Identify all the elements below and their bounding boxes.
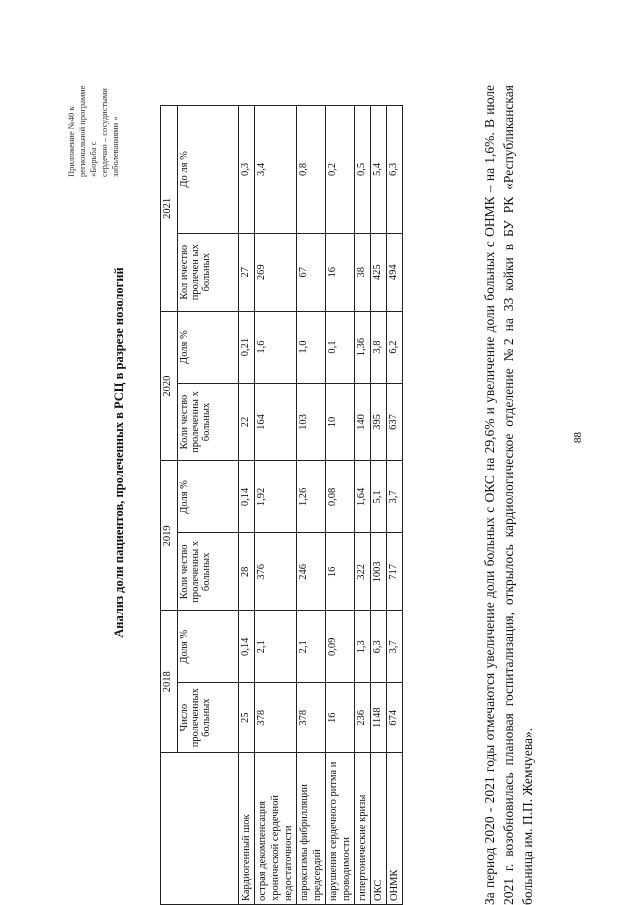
table-cell: 38: [355, 233, 371, 311]
table-cell: 3,7: [387, 611, 403, 683]
table-cell: 5,4: [371, 106, 387, 234]
table-cell: 322: [355, 533, 371, 611]
table-cell: 6,2: [387, 311, 403, 383]
nosology-table: [160, 105, 403, 905]
column-header: До ля %: [178, 106, 239, 234]
table-cell: 1,36: [355, 311, 371, 383]
table-cell: 0,09: [326, 611, 355, 683]
table-cell: 0,1: [326, 311, 355, 383]
column-header: Коли чество пролеченны х больных: [178, 383, 239, 461]
table-cell: 1,64: [355, 461, 371, 533]
table-cell: 164: [255, 383, 297, 461]
appendix-line: Приложение №40 к: [66, 106, 76, 177]
table-row: [239, 106, 255, 905]
table-cell: 395: [371, 383, 387, 461]
table-cell: 425: [371, 233, 387, 311]
table-cell: 0,14: [239, 611, 255, 683]
column-header: Доля %: [178, 311, 239, 383]
table-cell: 67: [297, 233, 326, 311]
row-label: пароксизмы фибрилляции предсердий: [297, 753, 326, 905]
table-cell: 2,1: [255, 611, 297, 683]
table-cell: 1003: [371, 533, 387, 611]
table-cell: 0,14: [239, 461, 255, 533]
appendix-line: заболеваниями »: [110, 116, 120, 177]
page-number: 88: [572, 432, 584, 443]
table-cell: 140: [355, 383, 371, 461]
document-title: Анализ доли пациентов, пролеченных в РСЦ в разрезе нозологий: [112, 267, 126, 638]
table-cell: 246: [297, 533, 326, 611]
table-cell: 0,2: [326, 106, 355, 234]
column-header: Коли чество пролеченны х больных: [178, 533, 239, 611]
table-cell: 376: [255, 533, 297, 611]
table-cell: 236: [355, 683, 371, 753]
table-cell: 16: [326, 533, 355, 611]
table-cell: 378: [255, 683, 297, 753]
table-cell: 3,7: [387, 461, 403, 533]
table-cell: 1,26: [297, 461, 326, 533]
table-row: [355, 106, 371, 905]
table-row: [326, 106, 355, 905]
year-2020-header: 2020: [161, 311, 178, 461]
table-row: [297, 106, 326, 905]
table-row: [371, 106, 387, 905]
appendix-line: сердечно – сосудистыми: [99, 88, 109, 177]
table-cell: 10: [326, 383, 355, 461]
table-cell: 103: [297, 383, 326, 461]
table-cell: 378: [297, 683, 326, 753]
table-cell: 22: [239, 383, 255, 461]
table-cell: 0,8: [297, 106, 326, 234]
table-cell: 2,1: [297, 611, 326, 683]
table-cell: 269: [255, 233, 297, 311]
column-header: Кол ичество пролечен ых больных: [178, 233, 239, 311]
table-cell: 25: [239, 683, 255, 753]
row-label: острая декомпенсация хронической сердечной недостаточности: [255, 753, 297, 905]
table-cell: 28: [239, 533, 255, 611]
table-cell: 6,3: [371, 611, 387, 683]
table-cell: 717: [387, 533, 403, 611]
table-cell: 637: [387, 383, 403, 461]
table-row: [387, 106, 403, 905]
row-label: ОКС: [371, 753, 387, 905]
table-cell: 3,8: [371, 311, 387, 383]
column-header: Доля %: [178, 611, 239, 683]
year-2019-header: 2019: [161, 461, 178, 611]
column-header: Число пролеченных больных: [178, 683, 239, 753]
table-cell: 494: [387, 233, 403, 311]
table-cell: 0,08: [326, 461, 355, 533]
row-label: Кардиогенный шок: [239, 753, 255, 905]
row-label: гипертонические кризы: [355, 753, 371, 905]
table-cell: 3,4: [255, 106, 297, 234]
table-cell: 1,92: [255, 461, 297, 533]
table-cell: 5,1: [371, 461, 387, 533]
row-label: ОНМК: [387, 753, 403, 905]
appendix-line: региональной программе: [77, 85, 87, 177]
appendix-line: «Борьба с: [88, 141, 98, 177]
summary-paragraph: За период 2020 - 2021 годы отмечаются увеличение доли больных с ОКС на 29,6% и увеличение доли больных с ОНМК – на 1,6%. В июле 2021 г. возобновилась плановая госпитализация, открылось кардиологическое отделение №2 на 33 койки в БУ РК «Республиканская больница им. П.П. Жемчуева».: [481, 85, 535, 905]
table-cell: 0,21: [239, 311, 255, 383]
corner-cell: [161, 753, 239, 905]
table-row: [255, 106, 297, 905]
table-cell: 16: [326, 233, 355, 311]
table-cell: 1,3: [355, 611, 371, 683]
table-cell: 674: [387, 683, 403, 753]
row-label: нарушения сердечного ритма и проводимости: [326, 753, 355, 905]
year-header-row: [161, 106, 178, 905]
year-2021-header: 2021: [161, 106, 178, 312]
table-cell: 6,3: [387, 106, 403, 234]
table-cell: 0,5: [355, 106, 371, 234]
table-cell: 27: [239, 233, 255, 311]
table-cell: 1148: [371, 683, 387, 753]
table-cell: 16: [326, 683, 355, 753]
year-2018-header: 2018: [161, 611, 178, 753]
table-cell: 1,0: [297, 311, 326, 383]
table-cell: 0,3: [239, 106, 255, 234]
table-cell: 1,6: [255, 311, 297, 383]
column-header: Доля %: [178, 461, 239, 533]
